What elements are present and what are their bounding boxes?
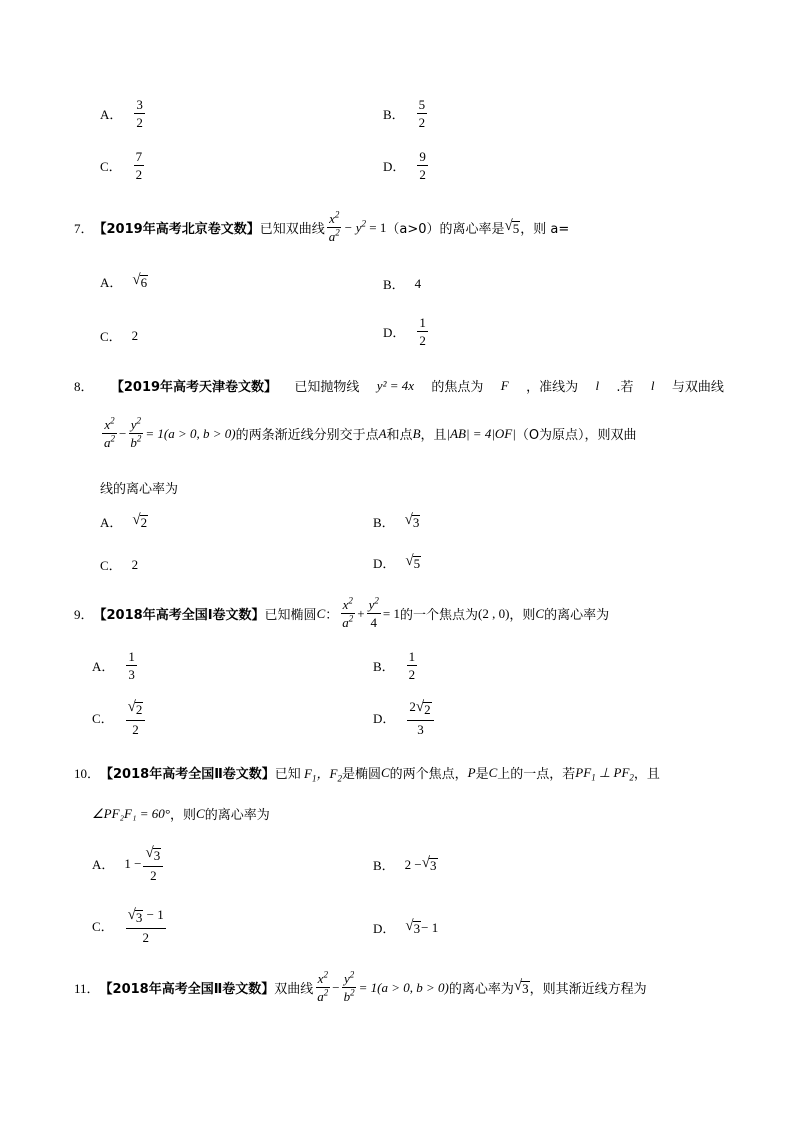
fraction: $\frac{y^2}{b^2}$: [343, 969, 355, 1004]
fraction: $\frac{y^2}{b^2}$: [130, 415, 142, 450]
q7-option-c[interactable]: [100, 326, 138, 345]
q8-option-d[interactable]: [373, 553, 421, 572]
option-prefix: 2 −: [404, 856, 422, 872]
question-text: ，且: [633, 767, 660, 782]
fraction: $\frac{3}{2}$: [136, 97, 143, 130]
option-label: A．: [100, 275, 123, 290]
parabola-equation: y² = 4x: [376, 377, 415, 393]
option-label: D．: [373, 921, 396, 936]
question-text: 上的一点，若: [497, 767, 576, 782]
fraction: √ 3 − 1 2: [127, 907, 164, 945]
perpendicular-condition: $PF_1$ ⊥ $PF_2$: [575, 764, 634, 783]
question-8-line-2: $\frac{x^2}{a^2}$ − $\frac{y^2}{b^2}$ = 1(a > 0, b > 0) 的两条渐近线分别交于点 A 和点 B ，且 |AB| = 4|OF| （O为原点），则双曲: [104, 415, 637, 450]
q9-option-c[interactable]: [92, 700, 147, 736]
question-text: 的两条渐近线分别交于点: [235, 428, 379, 443]
point-label: P: [467, 764, 476, 780]
q9-option-a[interactable]: [92, 650, 139, 681]
fraction: $\frac{y^2}{4}$: [368, 595, 379, 630]
question-text: 的离心率为: [544, 608, 610, 623]
question-text: 的焦点为: [431, 380, 484, 395]
sqrt-expression: √ 3: [405, 917, 421, 936]
sqrt-expression: √ 5: [504, 217, 520, 236]
option-label: D．: [373, 556, 396, 571]
fraction: $\frac{9}{2}$: [419, 149, 426, 182]
question-10-line-2: [92, 804, 270, 823]
sqrt-expression: √ 3: [404, 511, 420, 530]
question-text: 已知抛物线: [294, 380, 360, 395]
line-label: l: [650, 377, 655, 393]
option-label: B．: [383, 107, 405, 122]
point-label: B: [412, 425, 421, 441]
question-text: 是椭圆: [341, 767, 381, 782]
question-text: 已知双曲线: [259, 222, 325, 237]
q7-option-a[interactable]: [100, 272, 148, 291]
curve-label: C: [316, 605, 326, 621]
q10-option-a[interactable]: [92, 846, 165, 882]
option-label: B．: [373, 858, 395, 873]
line-label: l: [595, 377, 600, 393]
question-8-line-3: [100, 478, 178, 497]
q6-option-b[interactable]: [383, 98, 429, 129]
angle-condition: ∠PF₂F₁ = 60°: [92, 805, 170, 821]
option-label: C．: [92, 711, 114, 727]
curve-label: C: [535, 605, 545, 621]
fraction: $\frac{1}{2}$: [408, 649, 416, 682]
question-condition: （a>0）的离心率是: [386, 222, 505, 237]
question-number: 7．: [74, 221, 94, 236]
sqrt-expression: √ 5: [405, 552, 421, 571]
question-text: ，则: [509, 608, 536, 623]
q6-option-c[interactable]: [100, 150, 146, 181]
q6-option-a[interactable]: [100, 98, 147, 129]
question-text-end: ，则 a=: [520, 222, 570, 237]
option-label: A．: [100, 107, 123, 122]
question-text: 的两个焦点，: [389, 767, 468, 782]
fraction: $\frac{5}{2}$: [418, 97, 426, 130]
q9-option-d[interactable]: [373, 700, 436, 736]
q10-option-c[interactable]: [92, 908, 168, 944]
fraction: $\frac{x^2}{a^2}$: [342, 595, 354, 630]
option-label: C．: [100, 329, 122, 344]
question-text: .若: [616, 380, 634, 395]
option-label: D．: [373, 711, 396, 727]
curve-label: C: [488, 764, 498, 780]
option-value: 2: [131, 327, 139, 343]
q8-option-a[interactable]: [100, 512, 148, 531]
sqrt-expression: √ 2: [132, 511, 148, 530]
question-text: 的离心率为: [204, 808, 270, 823]
fraction: $\frac{x^2}{a^2}$: [104, 415, 115, 450]
question-source-tag: 【2018年高考全国Ⅰ卷文数】: [93, 608, 265, 623]
question-text: ：: [325, 608, 339, 623]
question-source-tag: 【2018年高考全国Ⅱ卷文数】: [100, 767, 275, 782]
question-text: 已知: [274, 767, 301, 782]
option-label: C．: [92, 919, 114, 935]
option-label: D．: [383, 325, 406, 340]
question-text: 的一个焦点为: [399, 608, 478, 623]
option-label: C．: [100, 159, 122, 174]
fraction: $\frac{x^2}{a^2}$: [328, 209, 340, 244]
q8-option-c[interactable]: [100, 555, 138, 574]
fraction: $\frac{7}{2}$: [135, 149, 143, 182]
question-number: 9．: [74, 607, 94, 622]
question-source-tag: 【2019年高考北京卷文数】: [93, 222, 260, 237]
question-text: 是: [475, 767, 489, 782]
fraction: √ 3 2: [143, 846, 163, 882]
q8-option-b[interactable]: [373, 512, 420, 531]
question-text: ，则: [170, 808, 197, 823]
distance-condition: |AB| = 4|OF|: [446, 425, 516, 441]
question-8-line-1: [74, 376, 724, 395]
option-label: A．: [100, 515, 123, 530]
question-text: 和点: [386, 428, 413, 443]
q6-option-d[interactable]: [383, 150, 430, 181]
option-suffix: − 1: [421, 919, 439, 935]
option-label: B．: [383, 277, 405, 292]
q10-option-d[interactable]: [373, 918, 438, 937]
question-11: 11． 【2018年高考全国Ⅱ卷文数】 双曲线 $\frac{x^2}{a^2}$ − $\frac{y^2}{b^2}$ = 1(a > 0, b > 0) 的离心率为 √ 3 ，则其渐近线方程为: [74, 969, 647, 1004]
fraction: $\frac{1}{3}$: [128, 649, 135, 682]
equation-rhs: = 1: [382, 605, 400, 621]
option-label: C．: [100, 558, 122, 573]
question-10-line-1: [74, 763, 660, 782]
fraction: √ 2 2: [126, 700, 146, 736]
q7-option-b[interactable]: [383, 274, 421, 293]
option-label: A．: [92, 857, 115, 873]
question-text: ，且: [420, 428, 447, 443]
q10-option-b[interactable]: [373, 855, 438, 874]
question-text: ，准线为: [526, 380, 579, 395]
question-9: 9． 【2018年高考全国Ⅰ卷文数】 已知椭圆 C ： $\frac{x^2}{a^2}$ + $\frac{y^2}{4}$ = 1 的一个焦点为 (2 , 0) ，则 C 的离心率为: [74, 595, 610, 630]
question-text: 双曲线: [274, 982, 314, 997]
point-label: F: [500, 377, 509, 393]
question-text: 线的离心率为: [100, 482, 179, 497]
question-source-tag: 【2018年高考全国Ⅱ卷文数】: [99, 982, 275, 997]
sqrt-expression: √ 3: [513, 977, 529, 996]
fraction: 2 √ 2 3: [407, 700, 433, 736]
focus-point: (2 , 0): [477, 605, 510, 621]
option-label: D．: [383, 159, 406, 174]
question-text: 的离心率为: [448, 982, 514, 997]
question-text: 已知椭圆: [264, 608, 317, 623]
fraction: $\frac{1}{2}$: [419, 315, 426, 348]
curve-label: C: [196, 805, 205, 821]
point-label: A: [378, 425, 387, 441]
q7-option-d[interactable]: [383, 316, 430, 347]
option-value: 2: [131, 556, 139, 572]
question-number: 10．: [74, 766, 101, 781]
question-7: 7． 【2019年高考北京卷文数】 已知双曲线 $\frac{x^2}{a^2}$ − $y^2 = 1$ （a>0）的离心率是 √ 5 ，则 a=: [74, 209, 570, 244]
hyperbola-condition: = 1(a > 0, b > 0): [358, 979, 449, 995]
focus-labels: $F_1$，$F_2$: [300, 766, 342, 784]
option-value: 4: [414, 275, 422, 291]
question-number: 8．: [74, 379, 94, 394]
option-label: B．: [373, 659, 395, 674]
question-number: 11．: [74, 981, 100, 996]
q9-option-b[interactable]: [373, 650, 419, 681]
question-text: 与双曲线: [671, 380, 724, 395]
question-source-tag: 【2019年高考天津卷文数】: [110, 380, 278, 395]
question-text: （O为原点），则双曲: [515, 428, 637, 443]
curve-label: C: [380, 764, 390, 780]
sqrt-expression: √ 6: [132, 271, 148, 290]
option-prefix: 1 −: [124, 855, 142, 871]
sqrt-expression: √ 3: [421, 854, 437, 873]
option-label: B．: [373, 515, 395, 530]
option-label: A．: [92, 659, 115, 674]
fraction: $\frac{x^2}{a^2}$: [317, 969, 329, 1004]
hyperbola-condition: = 1(a > 0, b > 0): [145, 425, 236, 441]
question-text: ，则其渐近线方程为: [529, 982, 647, 997]
